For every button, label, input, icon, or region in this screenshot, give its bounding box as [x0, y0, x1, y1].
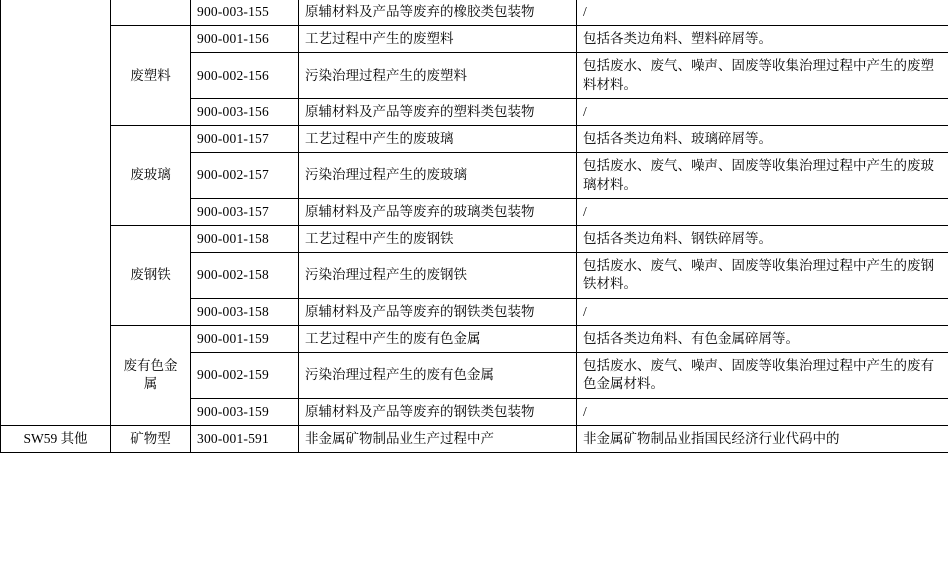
- cell-description: 包括废水、废气、噪声、固废等收集治理过程中产生的废钢铁材料。: [577, 253, 948, 298]
- cell-description: /: [577, 298, 948, 325]
- table-row: [1, 325, 948, 352]
- table-row: [1, 425, 948, 452]
- cell-type: 矿物型: [111, 425, 191, 452]
- cell-description: 包括废水、废气、噪声、固废等收集治理过程中产生的废玻璃材料。: [577, 153, 948, 198]
- cell-description: /: [577, 0, 948, 26]
- cell-code: 900-003-155: [191, 0, 299, 26]
- cell-name: 污染治理过程产生的废钢铁: [299, 253, 577, 298]
- cell-name: 原辅材料及产品等废弃的钢铁类包装物: [299, 398, 577, 425]
- cell-description: 包括各类边角料、钢铁碎屑等。: [577, 225, 948, 252]
- table-row: [1, 225, 948, 252]
- table-row: [1, 0, 948, 26]
- cell-name: 污染治理过程产生的废玻璃: [299, 153, 577, 198]
- cell-code: 900-001-156: [191, 26, 299, 53]
- cell-description: 包括各类边角料、有色金属碎屑等。: [577, 325, 948, 352]
- cell-description: /: [577, 98, 948, 125]
- cell-code: 900-003-156: [191, 98, 299, 125]
- cell-name: 工艺过程中产生的废塑料: [299, 26, 577, 53]
- cell-type: 废钢铁: [111, 225, 191, 325]
- table-row: [1, 26, 948, 53]
- table-row: [1, 126, 948, 153]
- cell-type: 废玻璃: [111, 126, 191, 226]
- cell-description: /: [577, 398, 948, 425]
- cell-code: 900-001-157: [191, 126, 299, 153]
- cell-code: 900-002-159: [191, 353, 299, 398]
- cell-description: 包括废水、废气、噪声、固废等收集治理过程中产生的废有色金属材料。: [577, 353, 948, 398]
- cell-name: 非金属矿物制品业生产过程中产: [299, 425, 577, 452]
- cell-type: 废塑料: [111, 26, 191, 126]
- cell-description: 包括各类边角料、塑料碎屑等。: [577, 26, 948, 53]
- cell-name: 污染治理过程产生的废有色金属: [299, 353, 577, 398]
- cell-code: 900-002-156: [191, 53, 299, 98]
- cell-description: 非金属矿物制品业指国民经济行业代码中的: [577, 425, 948, 452]
- cell-code: 900-002-158: [191, 253, 299, 298]
- cell-code: 900-001-158: [191, 225, 299, 252]
- cell-name: 工艺过程中产生的废玻璃: [299, 126, 577, 153]
- cell-code: 300-001-591: [191, 425, 299, 452]
- cell-name: 原辅材料及产品等废弃的钢铁类包装物: [299, 298, 577, 325]
- cell-code: 900-003-159: [191, 398, 299, 425]
- cell-code: 900-003-157: [191, 198, 299, 225]
- cell-category-blank: [1, 0, 111, 425]
- cell-description: /: [577, 198, 948, 225]
- cell-name: 工艺过程中产生的废钢铁: [299, 225, 577, 252]
- cell-category: SW59 其他: [1, 425, 111, 452]
- cell-description: 包括废水、废气、噪声、固废等收集治理过程中产生的废塑料材料。: [577, 53, 948, 98]
- cell-name: 原辅材料及产品等废弃的橡胶类包装物: [299, 0, 577, 26]
- cell-description: 包括各类边角料、玻璃碎屑等。: [577, 126, 948, 153]
- cell-code: 900-001-159: [191, 325, 299, 352]
- cell-name: 原辅材料及产品等废弃的玻璃类包装物: [299, 198, 577, 225]
- cell-name: 工艺过程中产生的废有色金属: [299, 325, 577, 352]
- cell-code: 900-003-158: [191, 298, 299, 325]
- cell-type: 废有色金属: [111, 325, 191, 425]
- cell-name: 污染治理过程产生的废塑料: [299, 53, 577, 98]
- cell-code: 900-002-157: [191, 153, 299, 198]
- cell-name: 原辅材料及产品等废弃的塑料类包装物: [299, 98, 577, 125]
- cell-type: [111, 0, 191, 26]
